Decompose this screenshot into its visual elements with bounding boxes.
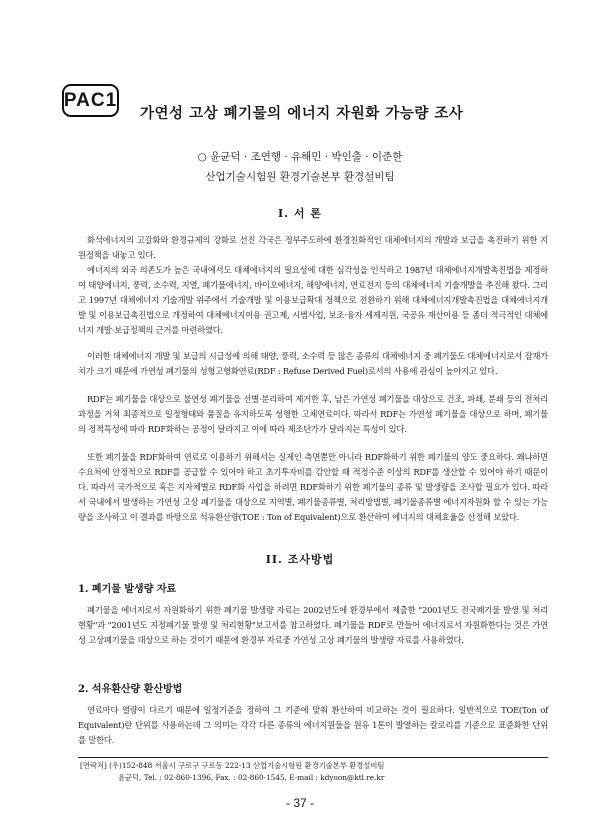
subheading-waste-data: 1. 폐기물 발생량 자료: [78, 584, 177, 595]
author-list: ○ 윤균덕 · 조연행 · 유해민 · 박인출 · 이준한: [197, 151, 403, 163]
section-heading-methods: II. 조사방법: [265, 553, 335, 566]
intro-paragraph-4: RDF는 폐기물을 대상으로 불연성 폐기물을 선별·분리하여 제거한 후, 남은 가연성 폐기물을 대상으로 건조, 파쇄, 분쇄 등의 전처리 과정을 거쳐 최종적으로 일정형태와 품질을 유지하도록 성형한 고체연료이다. 따라서 RDF는 가연성 폐기물을 대상으로 하며, 폐기물의 정적특성에 따라 RDF화하는 공정이 달라지고 이에 따라 제조단가가 달라지는 특성이 있다.: [78, 394, 548, 434]
paper-title: 가연성 고상 폐기물의 에너지 자원화 가능량 조사: [140, 105, 464, 122]
intro-paragraph-5: 또한 폐기물을 RDF화하여 연료로 이용하기 위해서는 실제인 측면뿐만 아니라 RDF화하기 위한 폐기물의 양도 중요하다. 왜냐하면 수요처에 안정적으로 RDF를 공급할 수 있어야 하고 초기투자비를 감안할 때 적정수준 이상의 RDF를 생산할 수 있어야 하기 때문이다. 따라서 국가적으로 혹은 지자체별로 RDF화 사업을 하려면 RDF화하기 위한 폐기물의 종류 및 발생량을 조사할 필요가 있다. 따라서 국내에서 발생하는 가연성 고상 폐기물을 대상으로 지역별, 폐기물종류별, 처리방법별, 폐기물종류별 에너지자원화 할 수 있는 가능량을 조사하고 이 결과를 바탕으로 석유환산량(TOE : Ton of Equivalent)으로 환산하여 에너지의 대체효율을 산정해 보았다.: [78, 452, 548, 522]
contact-address: [연락처] (우)152-848 서울시 구로구 구로동 222-13 산업기술시험원 환경기술본부 환경설비팀: [80, 761, 385, 770]
section-heading-introduction: I. 서 론: [278, 207, 322, 220]
intro-paragraph-2: 에너지의 외국 의존도가 높은 국내에서도 대체에너지의 필요성에 대한 심각성을 인식하고 1987년 대체에너지개발촉진법을 제정하여 태양에너지, 풍력, 소수력, 지열, 폐기물에너지, 바이오에너지, 해양에너지, 연료전지 등의 대체에너지 기술개발을 추진해 왔다. 그리고 1997년 대체에너지 기술개발 위주에서 기술개발 및 이용보급확대 정책으로 전환하기 위해 대체에너지개발촉진법을 대체에너지개발 및 이용보급촉진법으로 개정하여 대체에너지이용 권고제, 시범사업, 보조·융자 세제지원, 국공유 재산이용 등 좀더 적극적인 대체에너지 개발·보급정책의 근거를 마련하였다.: [78, 265, 548, 335]
intro-paragraph-1: 화석에너지의 고갈화와 환경규제의 강화로 선진 각국은 정부주도하에 환경친화적인 대체에너지의 개발과 보급을 촉진하기 위한 지원정책을 내놓고 있다.: [78, 235, 548, 260]
contact-phone-email: 윤균덕, Tel. : 02-860-1396, Fax. : 02-860-1545, E-mail : kdyoon@ktl.re.kr: [118, 773, 385, 782]
footer-divider: [78, 757, 548, 758]
page-number: - 37 -: [285, 796, 314, 810]
intro-paragraph-3: 이러한 대체에너지 개발 및 보급의 시급성에 의해 태양, 풍력, 소수력 등 많은 종류의 대체에너지 중 폐기물도 대체에너지로서 잠재가치가 크기 때문에 가연성 폐기물의 성형고형화연료(RDF : Refuse Derived Fuel)로서의 사용에 관심이 높아지고 있다.: [78, 351, 548, 376]
paper-code-label: PAC1: [62, 84, 119, 117]
contact-info: [80, 760, 548, 784]
subheading-toe-conversion: 2. 석유환산량 환산방법: [78, 684, 183, 695]
affiliation: 산업기술시험원 환경기술본부 환경설비팀: [205, 171, 395, 183]
methods-paragraph-2: 연료마다 열량이 다르기 때문에 일정기준을 정하여 그 기준에 맞춰 환산하여 비교하는 것이 필요하다. 일반적으로 TOE(Ton of Equivalent)란 단위를 사용하는데 그 의미는 각각 다른 종류의 에너지원들을 원유 1톤이 발열하는 칼로리를 기준으로 표준화한 단위를 말한다.: [78, 705, 548, 745]
methods-paragraph-1: 폐기물을 에너지로서 자원화하기 위한 폐기물 발생량 자료는 2002년도에 환경부에서 제출한 "2001년도 전국폐기물 발생 및 처리현황"과 "2001년도 지정폐기물 발생 및 처리현황"보고서를 참고하였다. 폐기물을 RDF로 만들어 에너지로서 자원화한다는 것은 가연성 고상폐기물을 대상으로 하는 것이기 때문에 환경부 자료중 가연성 고상 폐기물의 발생량 자료를 사용하였다.: [78, 605, 548, 645]
